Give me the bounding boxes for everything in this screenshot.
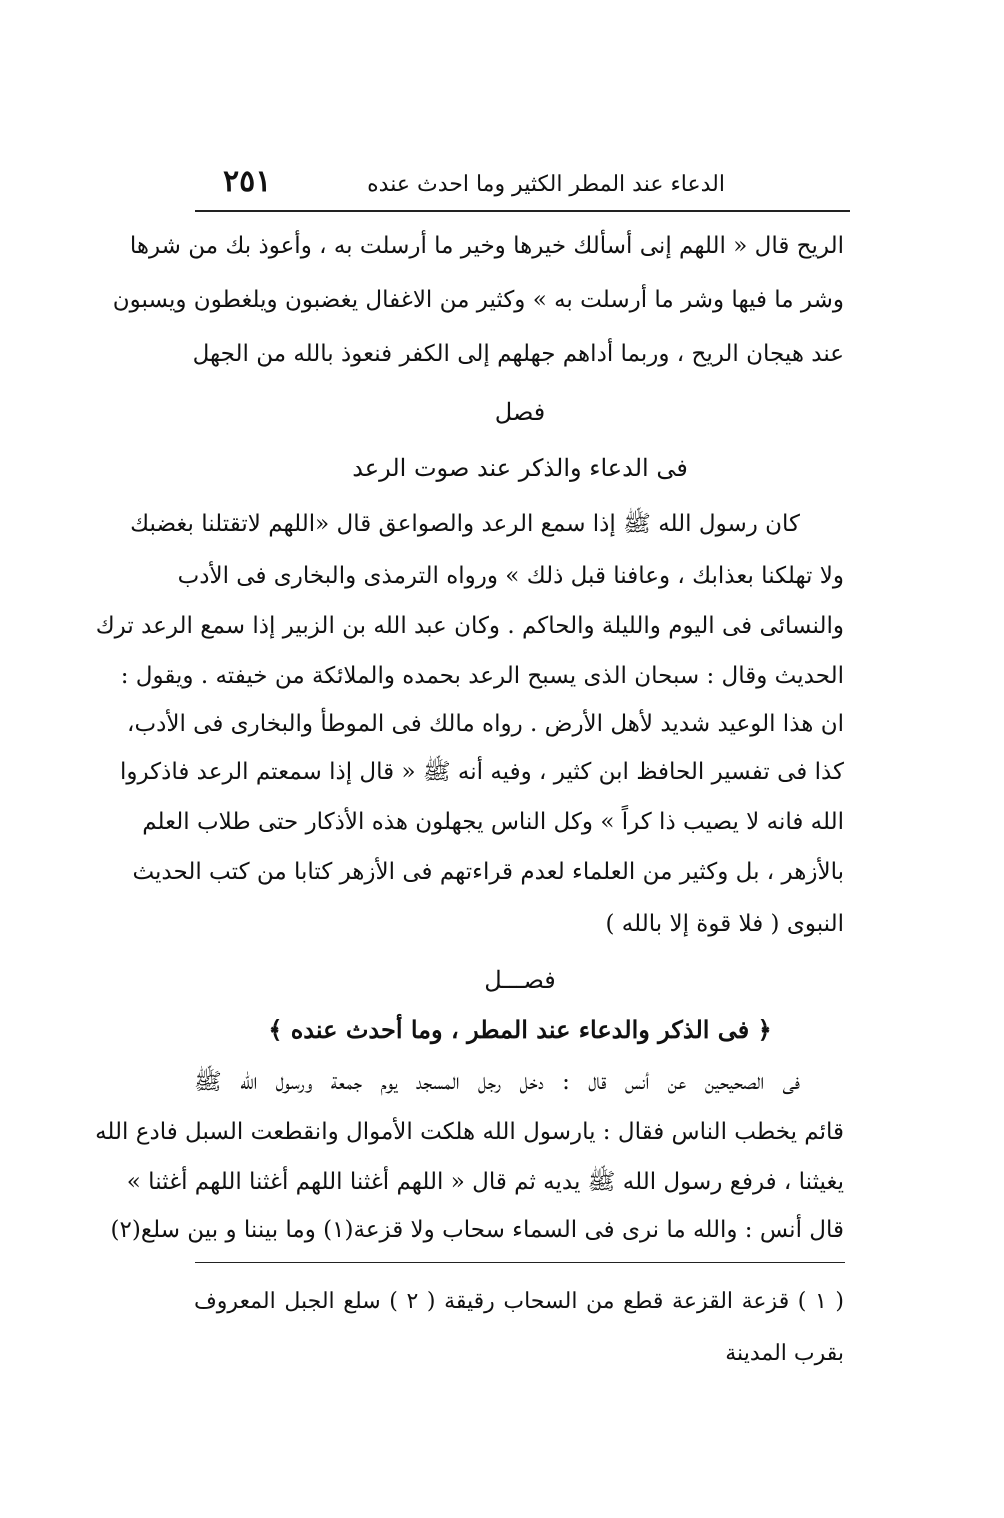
- text-line: النبوى ( فلا قوة إلا بالله ): [605, 911, 844, 937]
- section-heading-fasl: فصل: [494, 398, 546, 426]
- text-line: ولا تهلكنا بعذابك ، وعافنا قبل ذلك » ورواه الترمذى والبخارى فى الأدب: [177, 563, 844, 589]
- text-line: ان هذا الوعيد شديد لأهل الأرض . رواه مالك فى الموطأ والبخارى فى الأدب،: [127, 711, 844, 737]
- header-rule: [195, 210, 850, 212]
- text-line: كان رسول الله ﷺ إذا سمع الرعد والصواعق قال «اللهم لاتقتلنا بغضبك: [130, 511, 800, 537]
- page-header: [195, 164, 845, 208]
- text-line: عند هيجان الريح ، وربما أداهم جهلهم إلى الكفر فنعوذ بالله من الجهل: [192, 341, 844, 367]
- footnote-line: ( ١ ) قزعة القزعة قطع من السحاب رقيقة ( ٢ ) سلع الجبل المعروف: [194, 1289, 845, 1314]
- section-title: فى الدعاء والذكر عند صوت الرعد: [352, 454, 688, 482]
- text-line: الحديث وقال : سبحان الذى يسبح الرعد بحمده والملائكة من خيفته . ويقول :: [120, 663, 844, 689]
- section-title: ﴿ فى الذكر والدعاء عند المطر ، وما أحدث عنده ﴾: [268, 1015, 772, 1044]
- footnote-line: بقرب المدينة: [725, 1341, 844, 1366]
- text-line: وشر ما فيها وشر ما أرسلت به » وكثير من الاغفال يغضبون ويلغطون ويسبون: [112, 287, 844, 313]
- section-heading-fasl: فصـــل: [484, 966, 556, 994]
- text-line: الله فانه لا يصيب ذا كراً » وكل الناس يجهلون هذه الأذكار حتى طلاب العلم: [142, 809, 844, 835]
- running-title: الدعاء عند المطر الكثير وما احدث عنده: [367, 172, 725, 197]
- text-line: والنسائى فى اليوم والليلة والحاكم . وكان عبد الله بن الزبير إذا سمع الرعد ترك: [95, 613, 844, 639]
- text-line: يغيثنا ، فرفع رسول الله ﷺ يديه ثم قال « اللهم أغثنا اللهم أغثنا اللهم أغثنا »: [126, 1169, 844, 1195]
- text-line: الريح قال « اللهم إنى أسألك خيرها وخير ما أرسلت به ، وأعوذ بك من شرها: [129, 233, 844, 259]
- text-line: كذا فى تفسير الحافظ ابن كثير ، وفيه أنه ﷺ « قال إذا سمعتم الرعد فاذكروا: [119, 759, 844, 785]
- text-line: فى الصحيحين عن أنس قال : دخل رجل المسجد يوم جمعة ورسول الله ﷺ: [194, 1069, 800, 1095]
- page-number: ٢٥١: [223, 164, 272, 199]
- text-line: بالأزهر ، بل وكثير من العلماء لعدم قراءتهم فى الأزهر كتابا من كتب الحديث: [132, 859, 844, 885]
- footnote-rule: [195, 1262, 845, 1263]
- text-line: قال أنس : والله ما نرى فى السماء سحاب ولا قزعة(١) وما بيننا و بين سلع(٢): [110, 1217, 844, 1243]
- text-line: قائم يخطب الناس فقال : يارسول الله هلكت الأموال وانقطعت السبل فادع الله: [95, 1119, 844, 1145]
